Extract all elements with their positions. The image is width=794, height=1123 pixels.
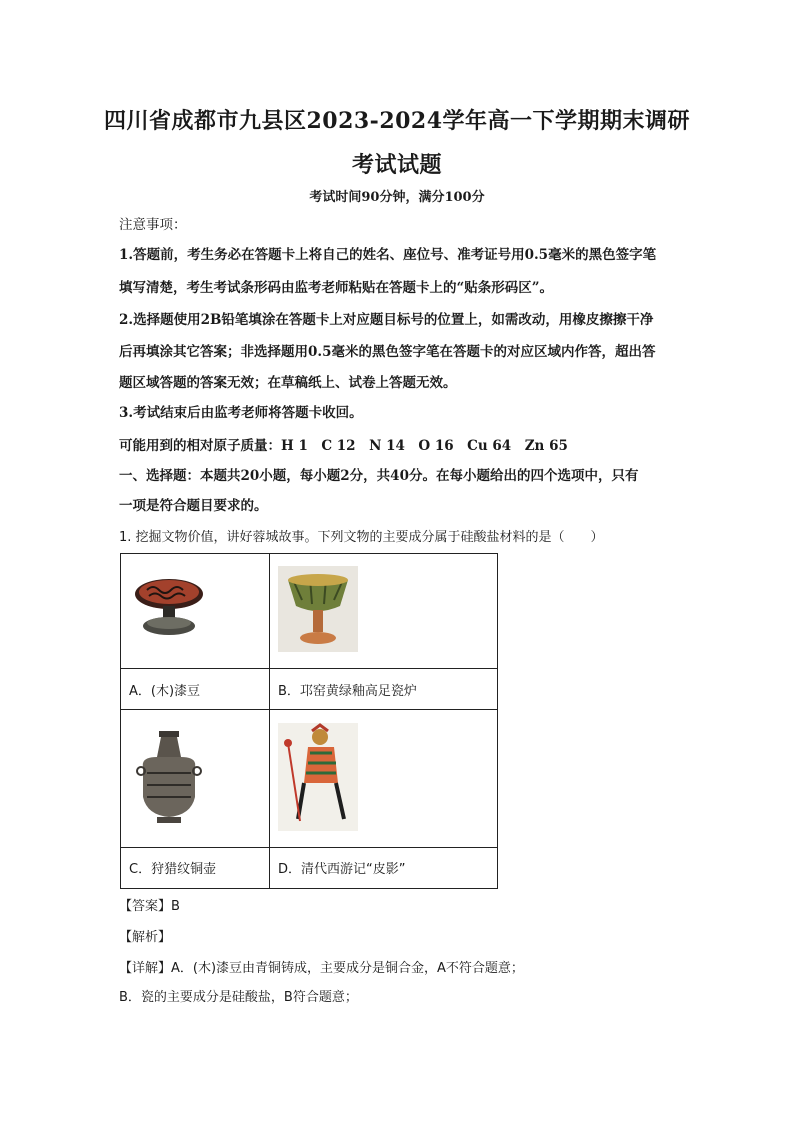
notice-item2-line3: 题区域答题的答案无效；在草稿纸上、试卷上答题无效。: [119, 375, 457, 391]
section1-line2: 一项是符合题目要求的。: [119, 498, 268, 514]
atomic-mass-line: 可能用到的相对原子质量：H 1 C 12 N 14 O 16 Cu 64 Zn 65: [119, 438, 568, 454]
option-a-image-cell: [121, 554, 270, 669]
answer-line: 【答案】B: [119, 899, 180, 914]
analysis-heading: 【解析】: [119, 930, 172, 945]
exam-title-line2: 考试试题: [351, 152, 442, 178]
notice-item2-line2: 后再填涂其它答案；非选择题用0.5毫米的黑色签字笔在答题卡的对应区域内作答，超出答: [119, 344, 656, 360]
option-c-label: C．狩猎纹铜壶: [121, 847, 270, 888]
bronze-pot-image: [129, 727, 209, 827]
detail-line1: 【详解】A．(木)漆豆由青铜铸成，主要成分是铜合金，A不符合题意；: [119, 961, 524, 976]
option-a-label: A．(木)漆豆: [121, 669, 270, 710]
lacquer-dou-image: [129, 566, 209, 652]
option-b-label: B．邛窑黄绿釉高足瓷炉: [270, 669, 498, 710]
options-table: [120, 553, 498, 889]
option-b-image-cell: [270, 554, 498, 669]
exam-info: 考试时间90分钟，满分100分: [309, 190, 485, 205]
section1-line1: 一、选择题：本题共20小题，每小题2分，共40分。在每小题给出的四个选项中，只有: [119, 468, 639, 484]
option-d-label: D．清代西游记“皮影”: [270, 847, 498, 888]
option-c-image-cell: [121, 710, 270, 847]
notice-heading: 注意事项：: [119, 217, 187, 233]
notice-item1-line1: 1.答题前，考生务必在答题卡上将自己的姓名、座位号、准考证号用0.5毫米的黑色签字笔: [119, 247, 657, 263]
detail-line2: B．瓷的主要成分是硅酸盐，B符合题意；: [119, 990, 358, 1005]
porcelain-censer-image: [278, 566, 358, 652]
notice-item1-line2: 填写清楚，考生考试条形码由监考老师粘贴在答题卡上的“贴条形码区”。: [119, 280, 554, 296]
question1-stem: 1. 挖掘文物价值，讲好蓉城故事。下列文物的主要成分属于硅酸盐材料的是（ ）: [119, 530, 604, 545]
option-d-image-cell: [270, 710, 498, 847]
exam-title-line1: 四川省成都市九县区2023-2024学年高一下学期期末调研: [103, 108, 691, 134]
notice-item2-line1: 2.选择题使用2B铅笔填涂在答题卡上对应题目标号的位置上，如需改动，用橡皮擦擦干净: [119, 312, 654, 328]
shadow-puppet-image: [278, 723, 358, 831]
notice-item3: 3.考试结束后由监考老师将答题卡收回。: [119, 405, 363, 421]
